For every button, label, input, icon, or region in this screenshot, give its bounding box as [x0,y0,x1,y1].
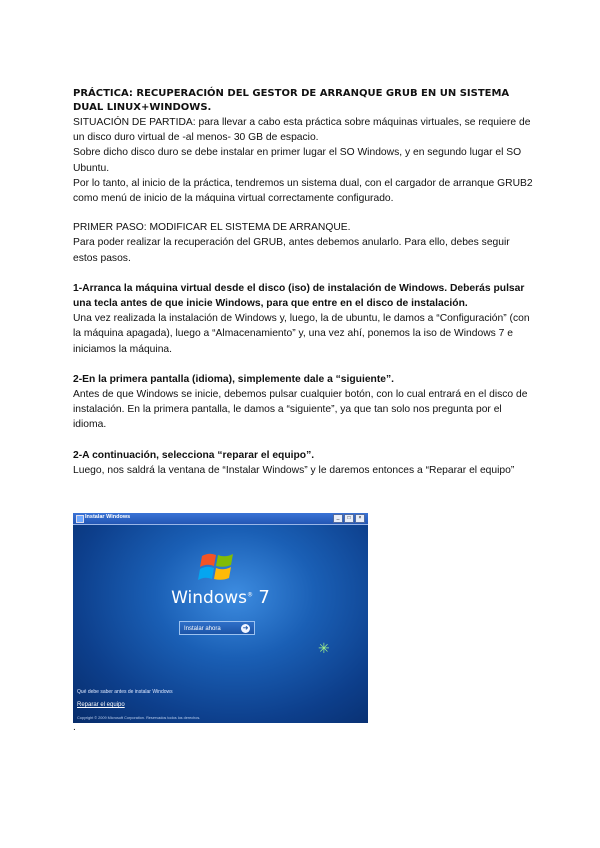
sparkle-icon: ✳ [318,640,330,656]
item3-text: Luego, nos saldrá la ventana de “Instalar Windows” y le daremos entonces a “Reparar el equipo” [73,464,515,476]
repair-computer-link[interactable]: Reparar el equipo [77,702,125,708]
intro-paragraph-3: Por lo tanto, al inicio de la práctica, tendremos un sistema dual, con el cargador de arranque GRUB2 como menú de inicio de la máquina virtual correctamente configurado. [73,177,533,205]
arrow-right-icon: ➜ [242,625,249,632]
close-icon[interactable]: × [355,514,365,523]
intro-paragraph-2: Sobre dicho disco duro se debe instalar en primer lugar el SO Windows, y en segundo lugar el SO Ubuntu. [73,147,522,174]
setup-background [73,525,368,723]
install-now-label: Instalar ahora [184,626,221,632]
item2-heading: 2-En la primera pantalla (idioma), simplemente dale a “siguiente”. [73,373,395,385]
install-now-button[interactable] [179,621,255,635]
step1-heading: PRIMER PASO: MODIFICAR EL SISTEMA DE ARRANQUE. [73,222,351,234]
setup-window-title: Instalar Windows [85,514,131,520]
item2-text: Antes de que Windows se inicie, debemos pulsar cualquier botón, con lo cual entrará en el disco de instalación. En la primera pantalla, le damos a “siguiente”, ya que tan solo nos pregunta por el idioma. [73,389,528,431]
trailing-period: . [73,722,76,733]
step1-text: Para poder realizar la recuperación del GRUB, antes debemos anularlo. Para ello, debes seguir estos pasos. [73,237,510,264]
setup-window-icon [76,515,84,523]
window-controls [333,514,365,523]
document-title: PRÁCTICA: RECUPERACIÓN DEL GESTOR DE ARRANQUE GRUB EN UN SISTEMA DUAL LINUX+WINDOWS. [73,88,510,113]
maximize-icon[interactable]: □ [344,514,354,523]
windows-setup-screenshot [73,513,368,723]
item1-text: Una vez realizada la instalación de Windows y, luego, la de ubuntu, le damos a “Configuración” (con la máquina apagada), luego a “Almacenamiento” y, una vez ahí, ponemos la iso de Windows 7 e iniciamos la máquina. [73,313,530,355]
copyright-text: Copyright © 2009 Microsoft Corporation. Reservados todos los derechos. [77,716,201,720]
windows-7-logo: Windows® 7 [171,587,270,608]
minimize-icon[interactable]: _ [333,514,343,523]
item1-heading: 1-Arranca la máquina virtual desde el disco (iso) de instalación de Windows. Deberás pulsar una tecla antes de que inicie Windows, para que entre en el disco de instalación. [73,282,525,310]
setup-titlebar [73,513,368,525]
item3-heading: 2-A continuación, selecciona “reparar el equipo”. [73,449,315,461]
windows-flag-icon [198,547,238,587]
info-link[interactable]: Qué debe saber antes de instalar Windows [77,689,173,695]
document-body [73,87,533,478]
brand-name: Windows [171,588,248,608]
intro-paragraph-1: SITUACIÓN DE PARTIDA: para llevar a cabo esta práctica sobre máquinas virtuales, se requiere de un disco duro virtual de -al menos- 30 GB de espacio. [73,117,531,144]
brand-version: 7 [258,587,270,608]
